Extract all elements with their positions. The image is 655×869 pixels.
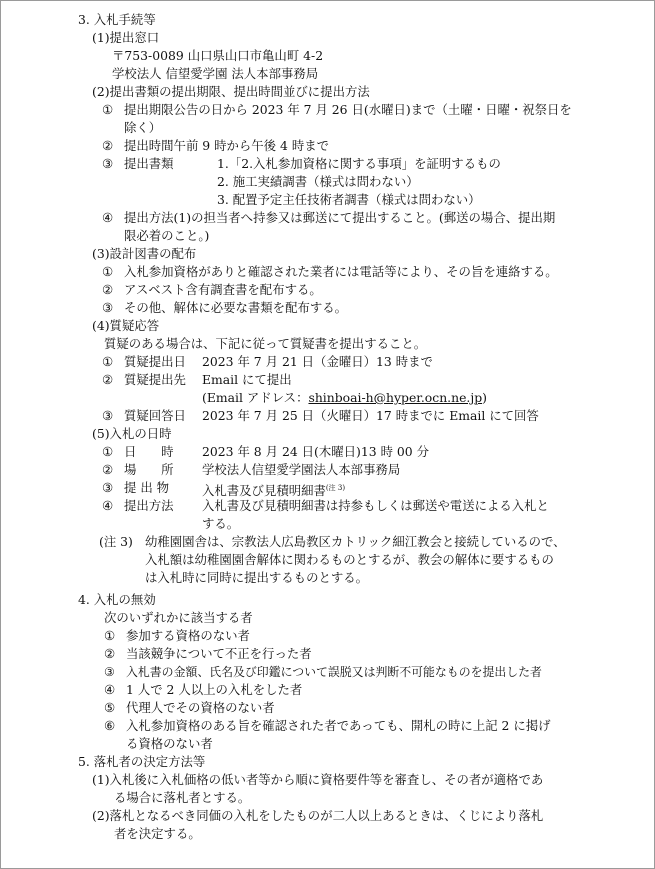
doc-list-item-3: 3. 配置予定主任技術者調書（様式は問わない） [217,192,481,207]
item-value: Email にて提出 [202,372,292,387]
item-text: 提出方法(1)の担当者へ持参又は郵送にて提出すること。(郵送の場合、提出期 [124,210,556,225]
item-key: 場 所 [124,462,174,477]
section-3-heading: 3. 入札手続等 [78,12,156,27]
s3-p4-intro: 質疑のある場合は、下記に従って質疑書を提出すること。 [104,336,427,351]
note-3-line1: 幼稚園園舎は、宗教法人広島教区カトリック細江教会と接続しているので、 [145,534,566,549]
email-line [202,390,487,406]
s3-p5-item2 [102,462,401,478]
doc-list-item-1: 1.「2.入札参加資格に関する事項」を証明するもの [217,156,501,171]
section-5-heading: 5. 落札者の決定方法等 [78,754,206,769]
s3-p5-item4-cont: する。 [202,516,240,531]
s4-item4 [104,682,302,698]
item-text: 入札書の金額、氏名及び印鑑について誤脱又は判断不可能なものを提出した者 [126,665,542,679]
s3-p2-item3 [102,156,174,172]
item-key: 質疑提出先 [124,372,186,387]
item-number: ② [102,372,114,387]
note-3-line3: は入札時に同時に提出するものとする。 [145,570,369,585]
item-text: その他、解体に必要な書類を配布する。 [124,300,348,315]
item-key: 質疑提出日 [124,354,186,369]
item-number: ④ [102,498,114,513]
note-3-line2: 入札額は幼稚園園舎解体に関わるものとするが、教会の解体に要するもの [145,552,554,567]
s3-p2-label: (2)提出書類の提出期限、提出時間並びに提出方法 [92,84,370,99]
item-number: ① [102,102,114,117]
section-4-heading: 4. 入札の無効 [78,592,156,607]
s3-p2-item1 [102,102,572,118]
item-number: ⑥ [104,718,116,733]
item-key: 日 時 [124,444,174,459]
email-link[interactable]: shinboai-h@hyper.ocn.ne.jp [308,390,483,405]
item-value [202,480,345,499]
item-number: ③ [102,480,114,495]
s3-p3-label: (3)設計図書の配布 [92,246,197,261]
note-3-label: (注 3) [99,534,133,549]
s5-p1-cont: る場合に落札者とする。 [114,790,251,805]
s3-p4-item3 [102,408,539,424]
item-number: ⑤ [104,700,116,715]
email-suffix: ) [482,390,487,405]
item-text: 入札参加資格のある旨を確認された者であっても、開札の時に上記 2 に掲げ [126,718,551,733]
s5-p2: (2)落札となるべき同価の入札をしたものが二人以上あるときは、くじにより落札 [92,808,544,823]
item-number: ③ [104,665,115,679]
item-text: 代理人でその資格のない者 [126,700,275,715]
item-value: 2023 年 8 月 24 日(木曜日)13 時 00 分 [202,444,430,459]
item-number: ③ [102,156,114,171]
item-key: 提 出 物 [124,480,170,495]
s4-item6 [104,718,551,734]
item-key: 質疑回答日 [124,408,186,423]
item-number: ④ [104,682,116,697]
item-number: ② [102,282,114,297]
item-value-text: 入札書及び見積明細書 [202,483,326,499]
item-value: 2023 年 7 月 21 日（金曜日）13 時まで [202,354,433,369]
item-number: ② [102,462,114,477]
item-text: アスベスト含有調査書を配布する。 [124,282,322,297]
item-text: 当該競争について不正を行った者 [126,646,312,661]
item-text: 1 人で 2 人以上の入札をした者 [126,682,303,697]
item-value: 2023 年 7 月 25 日（火曜日）17 時までに Email にて回答 [202,408,539,423]
s3-p4-item2 [102,372,292,388]
s3-p4-label: (4)質疑応答 [92,318,160,333]
s4-item2 [104,646,312,662]
item-number: ③ [102,300,114,315]
s3-p2-item4-cont: 限必着のこと。) [124,228,210,243]
item-key: 提出方法 [124,498,174,513]
note-marker: (注 3) [325,484,346,492]
s5-p1: (1)入札後に入札価格の低い者等から順に資格要件等を審査し、その者が適格であ [92,772,544,787]
item-text: 提出書類 [124,156,174,171]
s3-p5-item1 [102,444,430,460]
item-number: ④ [102,210,114,225]
item-text: 提出時間午前 9 時から午後 4 時まで [124,138,329,153]
item-value: 学校法人信望愛学園法人本部事務局 [202,462,401,477]
s3-p2-item4 [102,210,555,226]
s3-p4-item1 [102,354,433,370]
s4-item3 [104,664,542,680]
s3-p1-office: 学校法人 信望愛学園 法人本部事務局 [112,66,319,81]
s3-p3-item2 [102,282,322,298]
item-number: ② [102,138,114,153]
item-value: 入札書及び見積明細書は持参もしくは郵送や電送による入札と [202,498,549,513]
s3-p3-item1 [102,264,558,280]
item-number: ③ [102,408,114,423]
s5-p2-cont: 者を決定する。 [114,826,201,841]
s3-p3-item3 [102,300,347,316]
item-number: ① [104,628,116,643]
s4-item6-cont: る資格のない者 [126,736,213,751]
s4-intro: 次のいずれかに該当する者 [104,610,253,625]
s3-p5-item4 [102,498,549,514]
doc-list-item-2: 2. 施工実績調書（様式は問わない） [217,174,419,189]
s3-p5-label: (5)入札の日時 [92,426,172,441]
s3-p1-address: 〒753-0089 山口県山口市亀山町 4-2 [112,48,324,63]
s3-p2-item2 [102,138,329,154]
s3-p5-item3 [102,480,346,499]
item-number: ② [104,646,116,661]
item-text: 参加する資格のない者 [126,628,250,643]
item-number: ① [102,354,114,369]
item-text: 提出期限公告の日から 2023 年 7 月 26 日(水曜日)まで（土曜・日曜・祝祭日を [124,102,572,117]
item-number: ① [102,444,114,459]
s3-p1-label: (1)提出窓口 [92,30,160,45]
item-text: 入札参加資格がありと確認された業者には電話等により、その旨を連絡する。 [124,264,558,279]
item-number: ① [102,264,114,279]
s3-p2-item1-cont: 除く） [124,120,162,135]
s4-item1 [104,628,250,644]
email-prefix: (Email アドレス： [202,390,309,405]
s4-item5 [104,700,275,716]
